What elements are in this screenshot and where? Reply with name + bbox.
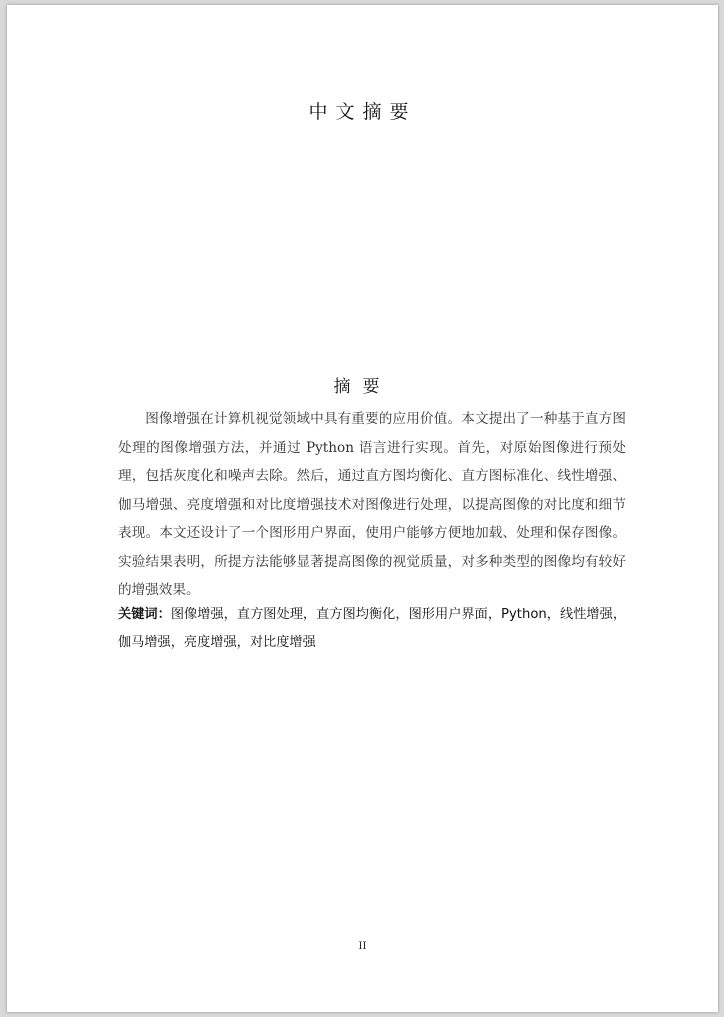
document-page — [7, 5, 718, 1012]
abstract-paragraph: 图像增强在计算机视觉领域中具有重要的应用价值。本文提出了一种基于直方图处理的图像增强方法，并通过 Python 语言进行实现。首先，对原始图像进行预处理，包括灰度化和噪声去除。然后，通过直方图均衡化、直方图标准化、线性增强、伽马增强、亮度增强和对比度增强技术对图像进行处理，以提高图像的对比度和细节表现。本文还设计了一个图形用户界面，使用户能够方便地加载、处理和保存图像。实验结果表明，所提方法能够显著提高图像的视觉质量，对多种类型的图像均有较好的增强效果。 — [118, 411, 626, 598]
page-header-title: 中文摘要 — [308, 101, 417, 123]
section-title: 摘要 — [333, 377, 392, 397]
keywords-list: 图像增强，直方图处理，直方图均衡化，图形用户界面，Python，线性增强，伽马增强，亮度增强，对比度增强 — [118, 607, 627, 650]
page-number: II — [358, 941, 367, 952]
keywords-line — [118, 601, 626, 657]
keywords-label: 关键词： — [118, 607, 171, 622]
